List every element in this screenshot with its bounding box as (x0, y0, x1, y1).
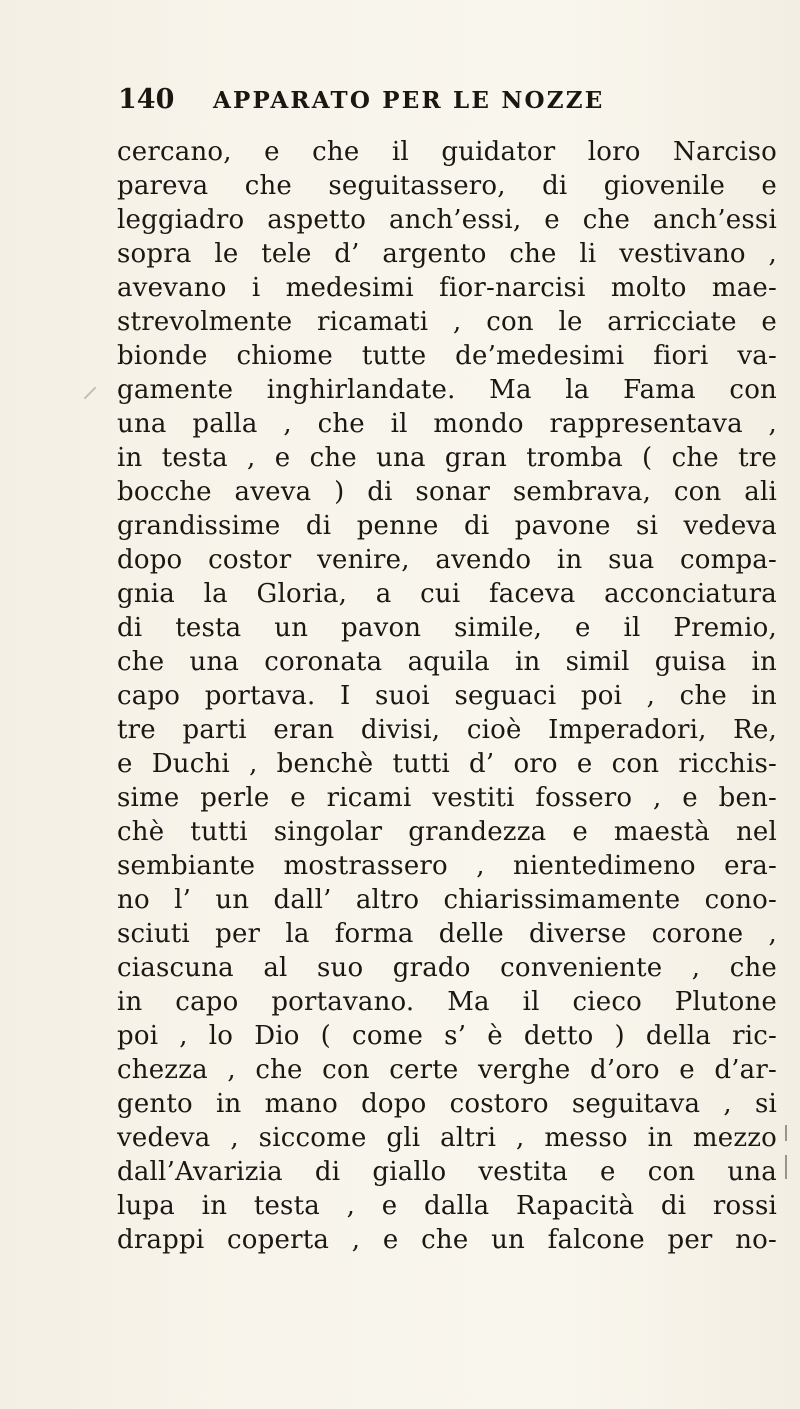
text-line: no l’ un dall’ altro chiarissimamente cono- (117, 885, 777, 915)
text-line: sciuti per la forma delle diverse corone , (117, 919, 777, 949)
text-line: leggiadro aspetto anch’essi, e che anch’essi (117, 205, 777, 235)
text-line: chè tutti singolar grandezza e maestà nel (117, 817, 777, 847)
text-line: in capo portavano. Ma il cieco Plutone (117, 987, 777, 1017)
text-line: strevolmente ricamati , con le arricciate e (117, 307, 777, 337)
text-line: chezza , che con certe verghe d’oro e d’ar- (117, 1055, 777, 1085)
running-head: APPARATO PER LE NOZZE (213, 87, 605, 114)
text-line: lupa in testa , e dalla Rapacità di rossi (117, 1191, 777, 1221)
margin-tick-mark (785, 1155, 787, 1179)
text-line: tre parti eran divisi, cioè Imperadori, Re, (117, 715, 777, 745)
text-line: sopra le tele d’ argento che li vestivano , (117, 239, 777, 269)
text-line: cercano, e che il guidator loro Narciso (117, 137, 777, 167)
text-line: e Duchi , benchè tutti d’ oro e con ricchis- (117, 749, 777, 779)
text-line: in testa , e che una gran tromba ( che tre (117, 443, 777, 473)
text-line: una palla , che il mondo rappresentava , (117, 409, 777, 439)
text-line: avevano i medesimi fior-narcisi molto mae- (117, 273, 777, 303)
text-line: dopo costor venire, avendo in sua compa- (117, 545, 777, 575)
text-line: sime perle e ricami vestiti fossero , e ben- (117, 783, 777, 813)
text-line: sembiante mostrassero , nientedimeno era- (117, 851, 777, 881)
page-header (118, 84, 758, 124)
text-line: drappi coperta , e che un falcone per no- (117, 1225, 777, 1255)
text-line: che una coronata aquila in simil guisa in (117, 647, 777, 677)
text-line: gento in mano dopo costoro seguitava , si (117, 1089, 777, 1119)
text-line: capo portava. I suoi seguaci poi , che in (117, 681, 777, 711)
text-line: ciascuna al suo grado conveniente , che (117, 953, 777, 983)
text-line: pareva che seguitassero, di giovenile e (117, 171, 777, 201)
page-number: 140 (118, 84, 175, 115)
text-line: bocche aveva ) di sonar sembrava, con ali (117, 477, 777, 507)
text-line: di testa un pavon simile, e il Premio, (117, 613, 777, 643)
body-text (117, 135, 777, 1257)
margin-tick-mark (785, 1125, 787, 1141)
text-line: vedeva , siccome gli altri , messo in mezzo (117, 1123, 777, 1153)
text-line: bionde chiome tutte de’medesimi fiori va- (117, 341, 777, 371)
text-line: gamente inghirlandate. Ma la Fama con (117, 375, 777, 405)
text-line: grandissime di penne di pavone si vedeva (117, 511, 777, 541)
margin-pencil-mark (84, 387, 97, 400)
text-line: dall’Avarizia di giallo vestita e con una (117, 1157, 777, 1187)
text-line: gnia la Gloria, a cui faceva acconciatura (117, 579, 777, 609)
text-line: poi , lo Dio ( come s’ è detto ) della ric- (117, 1021, 777, 1051)
